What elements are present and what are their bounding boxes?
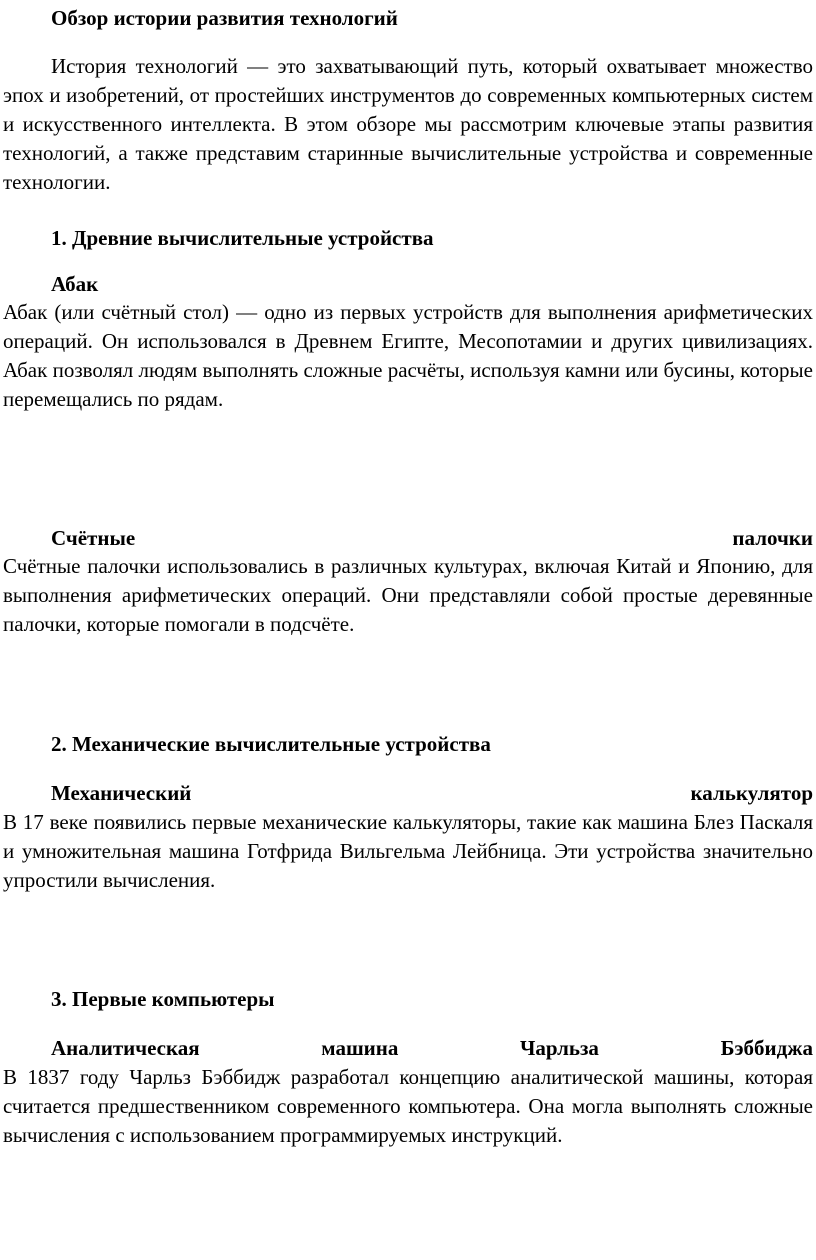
section-heading-1: 1. Древние вычислительные устройства [51, 226, 434, 250]
subheading-word: Аналитическая [51, 1036, 200, 1060]
subheading-analytical-engine [51, 1034, 813, 1063]
paragraph-counting-sticks: Счётные палочки использовались в различных культурах, включая Китай и Японию, для выполнения арифметических операций. Они представляли собой простые деревянные палочки, которые помогали в подсчёте. [3, 554, 813, 636]
subheading-counting-sticks [51, 524, 813, 553]
paragraph-mechanical-calculator: В 17 веке появились первые механические калькуляторы, такие как машина Блез Паскаля и умножительная машина Готфрида Вильгельма Лейбница. Эти устройства значительно упростили вычисления. [3, 810, 813, 892]
intro-paragraph: История технологий — это захватывающий путь, который охватывает множество эпох и изобретений, от простейших инструментов до современных компьютерных систем и искусственного интеллекта. В этом обзоре мы рассмотрим ключевые этапы развития технологий, а также представим старинные вычислительные устройства и современные технологии. [3, 54, 813, 194]
subheading-word: машина [321, 1036, 399, 1060]
document-title: Обзор истории развития технологий [51, 6, 398, 30]
paragraph-abacus: Абак (или счётный стол) — одно из первых устройств для выполнения арифметических операций. Он использовался в Древнем Египте, Месопотамии и других цивилизациях. Абак позволял людям выполнять сложные расчёты, используя камни или бусины, которые перемещались по рядам. [3, 300, 813, 411]
subheading-word: калькулятор [690, 781, 813, 805]
subheading-word: Механический [51, 781, 192, 805]
subheading-word: Бэббиджа [720, 1036, 813, 1060]
subheading-mechanical-calculator [51, 779, 813, 808]
subheading-word: Счётные [51, 526, 136, 550]
paragraph-analytical-engine: В 1837 году Чарльз Бэббидж разработал концепцию аналитической машины, которая считается предшественником современного компьютера. Она могла выполнять сложные вычисления с использованием программируемых инструкций. [3, 1065, 813, 1147]
section-heading-2: 2. Механические вычислительные устройства [51, 732, 491, 756]
subheading-word: Абак [51, 272, 99, 296]
subheading-word: палочки [732, 526, 813, 550]
section-heading-3: 3. Первые компьютеры [51, 987, 275, 1011]
subheading-word: Чарльза [520, 1036, 599, 1060]
subheading-abacus [51, 270, 813, 299]
